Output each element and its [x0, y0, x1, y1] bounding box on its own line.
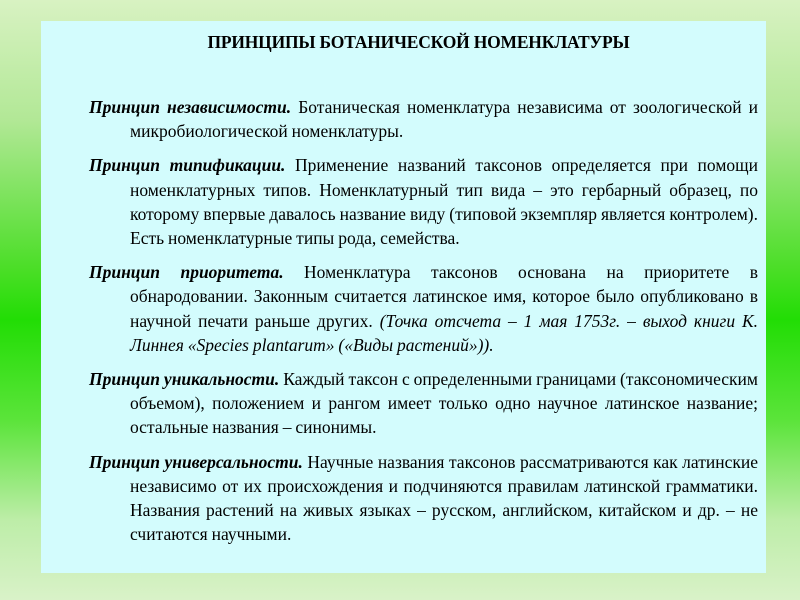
principle-uniqueness — [89, 367, 758, 440]
principle-universality — [89, 450, 758, 547]
principle-typification-name: Принцип типификации. — [89, 155, 286, 176]
slide-title: ПРИНЦИПЫ БОТАНИЧЕСКОЙ НОМЕНКЛАТУРЫ — [207, 32, 630, 52]
slide-content-panel — [41, 21, 766, 573]
principle-independence-text: Ботаническая номенклатура независима от зоологической и микробиологической номенклатуры. — [130, 97, 758, 142]
principle-uniqueness-name: Принцип уникальности. — [89, 369, 280, 390]
principle-independence-name: Принцип независимости. — [89, 97, 292, 117]
principle-priority — [89, 260, 758, 357]
principle-priority-note: (Точка отсчета – 1 мая 1753г. – выход книги К. Линнея «Species plantarum» («Виды растений»)). — [130, 310, 758, 355]
principle-typification-text: Применение названий таксонов определяется при помощи номенклатурных типов. Номенклатурный тип вида – это гербарный образец, по которому впервые давалось название виду (типовой экземпляр является контролем). Есть номенклатурные типы рода, семейства. — [130, 155, 758, 249]
principle-typification — [89, 153, 758, 250]
principle-priority-name: Принцип приоритета. — [89, 262, 284, 283]
principle-uniqueness-text: Каждый таксон с определенными границами (таксономическим объемом), положением и рангом имеет только одно научное латинское название; остальные названия – синонимы. — [130, 369, 758, 438]
principle-priority-text: Номенклатура таксонов основана на приоритете в обнародовании. Законным считается латинское имя, которое было опубликовано в научной печати раньше других. — [130, 262, 758, 331]
principle-universality-text: Научные названия таксонов рассматриваются как латинские независимо от их происхождения и подчиняются правилам латинской грамматики. Названия растений на живых языках – русском, английском, китайском и др. – не считаются научными. — [130, 451, 758, 545]
principle-independence — [89, 95, 758, 143]
principle-universality-name: Принцип универсальности. — [89, 451, 303, 472]
